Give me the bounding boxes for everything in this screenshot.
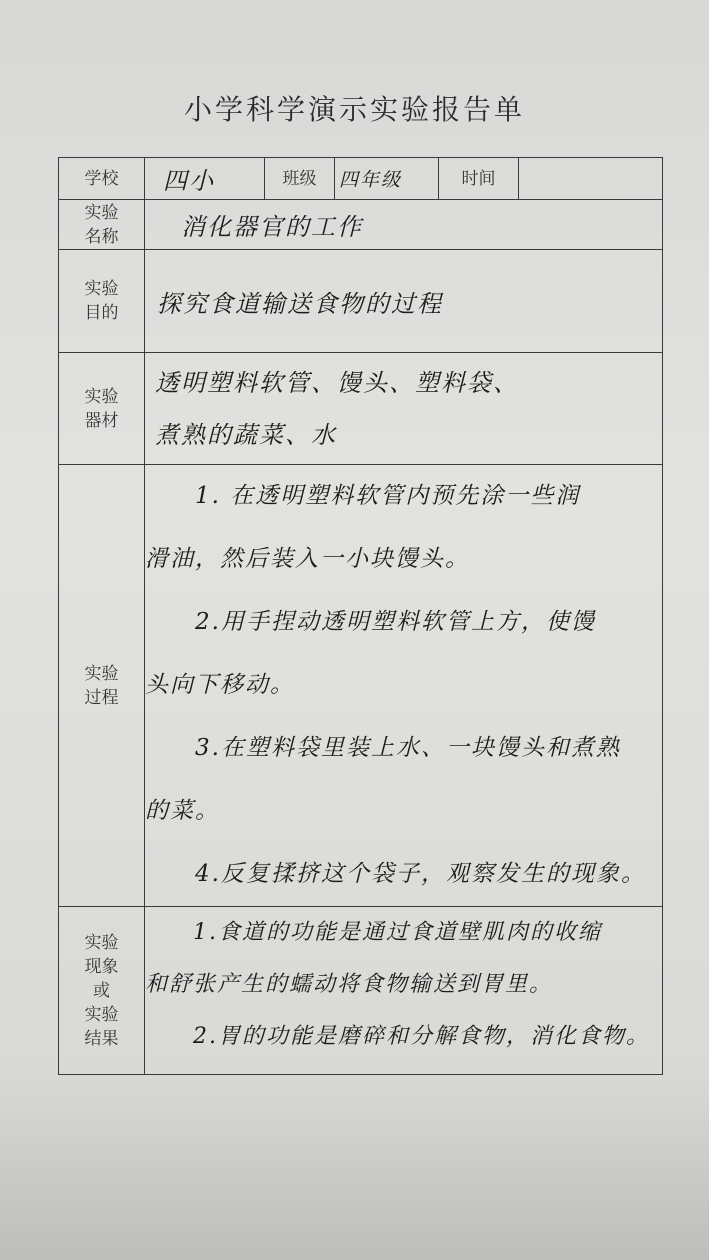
- purpose-row: [59, 250, 663, 353]
- process-line: 滑油，然后装入一小块馒头。: [145, 546, 470, 572]
- name-row: [59, 200, 663, 250]
- process-value: [145, 465, 663, 907]
- name-label: 实验 名称: [59, 200, 145, 250]
- process-line: 3.在塑料袋里装上水、一块馒头和煮熟: [145, 735, 621, 761]
- process-row: [59, 465, 663, 907]
- class-value: 四年级: [335, 158, 439, 200]
- result-label: 实验 现象 或 实验 结果: [59, 907, 145, 1075]
- process-line: 4.反复揉挤这个袋子，观察发生的现象。: [145, 861, 646, 887]
- result-line: 和舒张产生的蠕动将食物输送到胃里。: [145, 972, 554, 997]
- school-value: 四小: [145, 158, 265, 200]
- purpose-label: 实验 目的: [59, 250, 145, 353]
- materials-line: 煮熟的蔬菜、水: [155, 420, 337, 449]
- process-line: 1. 在透明塑料软管内预先涂一些润: [145, 483, 581, 509]
- materials-row: [59, 353, 663, 465]
- process-line: 的菜。: [145, 798, 220, 824]
- name-value: 消化器官的工作: [145, 200, 663, 250]
- time-value: [519, 158, 663, 200]
- materials-value: [145, 353, 663, 465]
- header-row: [59, 158, 663, 200]
- report-table: [58, 157, 663, 1075]
- materials-line: 透明塑料软管、馒头、塑料袋、: [155, 368, 519, 397]
- page-title: 小学科学演示实验报告单: [183, 93, 525, 126]
- result-value: [145, 907, 663, 1075]
- result-row: [59, 907, 663, 1075]
- school-label: 学校: [59, 158, 145, 200]
- process-line: 头向下移动。: [145, 672, 295, 698]
- result-line: 2.胃的功能是磨碎和分解食物，消化食物。: [145, 1024, 650, 1049]
- class-label: 班级: [265, 158, 335, 200]
- process-line: 2.用手捏动透明塑料软管上方，使馒: [145, 609, 596, 635]
- result-line: 1.食道的功能是通过食道壁肌肉的收缩: [145, 920, 602, 945]
- process-label: 实验 过程: [59, 465, 145, 907]
- purpose-value: 探究食道输送食物的过程: [145, 250, 663, 353]
- time-label: 时间: [439, 158, 519, 200]
- materials-label: 实验 器材: [59, 353, 145, 465]
